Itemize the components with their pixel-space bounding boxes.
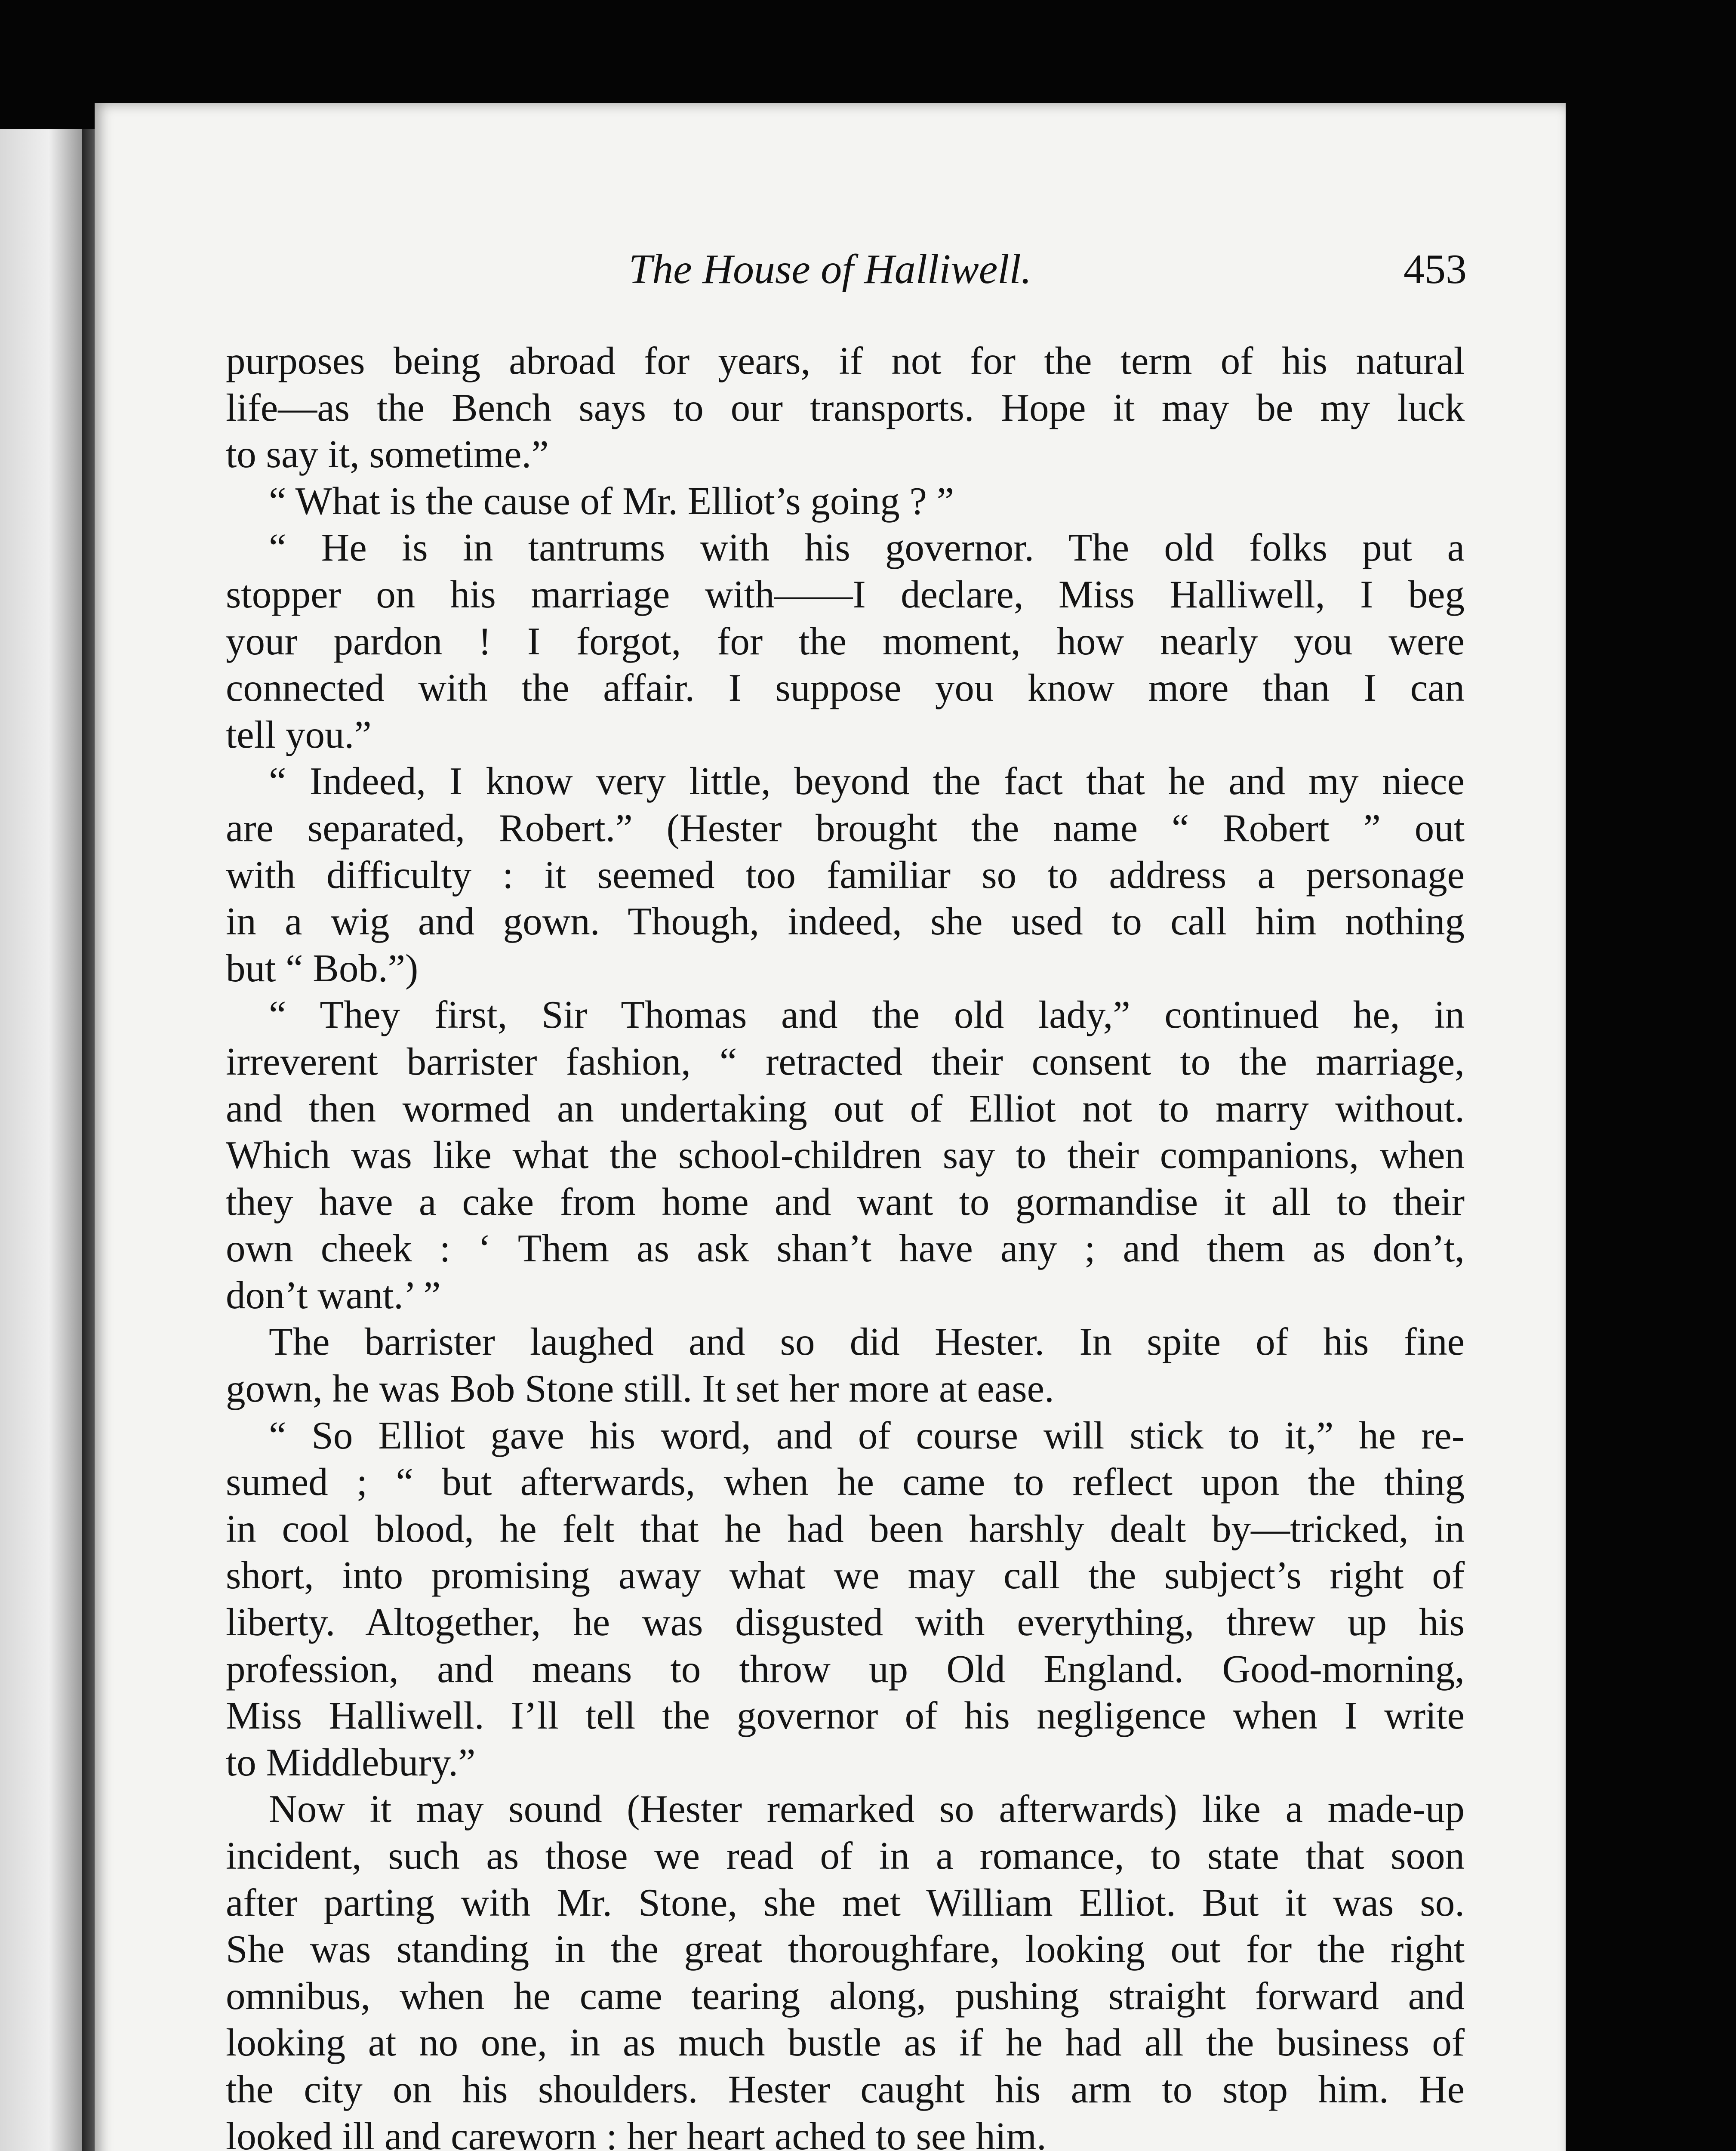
text-line: “ Indeed, I know very little, beyond the fact that he and my niece [269, 759, 1465, 803]
text-line: sumed ; “ but afterwards, when he came to reflect upon the thing [226, 1460, 1465, 1504]
text-line: they have a cake from home and want to gormandise it all to their [226, 1180, 1465, 1223]
text-line: but “ Bob.”) [226, 946, 419, 990]
text-line: in a wig and gown. Though, indeed, she used to call him nothing [226, 900, 1465, 943]
text-line: profession, and means to throw up Old England. Good-morning, [226, 1647, 1465, 1691]
running-title: The House of Halliwell. [628, 246, 1032, 293]
text-line: looked ill and careworn : her heart ached to see him. [226, 2114, 1047, 2151]
text-line: gown, he was Bob Stone still. It set her more at ease. [226, 1367, 1054, 1411]
body-text [226, 338, 1465, 2151]
text-line: Now it may sound (Hester remarked so afterwards) like a made-up [269, 1787, 1465, 1831]
page-number: 453 [1404, 246, 1467, 293]
facing-page-edge [0, 129, 82, 2151]
running-header [95, 245, 1566, 305]
text-line: and then wormed an undertaking out of Elliot not to marry without. [226, 1086, 1465, 1130]
text-line: stopper on his marriage with——I declare, Miss Halliwell, I beg [226, 572, 1465, 616]
text-line: “ He is in tantrums with his governor. The old folks put a [269, 526, 1465, 570]
text-line: irreverent barrister fashion, “ retracted their consent to the marriage, [226, 1039, 1465, 1083]
book-page [95, 103, 1566, 2151]
text-line: your pardon ! I forgot, for the moment, how nearly you were [226, 619, 1465, 663]
text-line: The barrister laughed and so did Hester. In spite of his fine [269, 1320, 1465, 1364]
text-line: tell you.” [226, 712, 372, 756]
text-line: omnibus, when he came tearing along, pushing straight forward and [226, 1974, 1465, 2018]
text-line: She was standing in the great thoroughfare, looking out for the right [226, 1927, 1465, 1971]
text-line: “ They first, Sir Thomas and the old lady,” continued he, in [269, 993, 1465, 1037]
text-line: with difficulty : it seemed too familiar so to address a personage [226, 853, 1465, 897]
text-line: “ So Elliot gave his word, and of course will stick to it,” he re- [269, 1413, 1465, 1457]
text-line: are separated, Robert.” (Hester brought the name “ Robert ” out [226, 806, 1465, 850]
text-line: the city on his shoulders. Hester caught his arm to stop him. He [226, 2067, 1465, 2111]
text-line: in cool blood, he felt that he had been harshly dealt by—tricked, in [226, 1507, 1465, 1550]
text-line: to say it, sometime.” [226, 432, 549, 476]
text-line: connected with the affair. I suppose you know more than I can [226, 666, 1465, 710]
text-line: liberty. Altogether, he was disgusted with everything, threw up his [226, 1600, 1465, 1644]
text-line: don’t want.’ ” [226, 1273, 441, 1317]
text-line: Which was like what the school-children say to their companions, when [226, 1133, 1465, 1177]
text-line: short, into promising away what we may call the subject’s right of [226, 1553, 1465, 1597]
text-line: Miss Halliwell. I’ll tell the governor of his negligence when I write [226, 1694, 1465, 1738]
text-line: “ What is the cause of Mr. Elliot’s going ? ” [269, 479, 954, 523]
text-line: to Middlebury.” [226, 1740, 476, 1784]
text-line: incident, such as those we read of in a romance, to state that soon [226, 1834, 1465, 1877]
text-line: life—as the Bench says to our transports. Hope it may be my luck [226, 385, 1465, 429]
text-line: looking at no one, in as much bustle as if he had all the business of [226, 2021, 1465, 2065]
text-line: own cheek : ‘ Them as ask shan’t have any ; and them as don’t, [226, 1227, 1465, 1270]
text-line: after parting with Mr. Stone, she met William Elliot. But it was so. [226, 1880, 1465, 1924]
text-line: purposes being abroad for years, if not for the term of his natural [226, 339, 1465, 382]
